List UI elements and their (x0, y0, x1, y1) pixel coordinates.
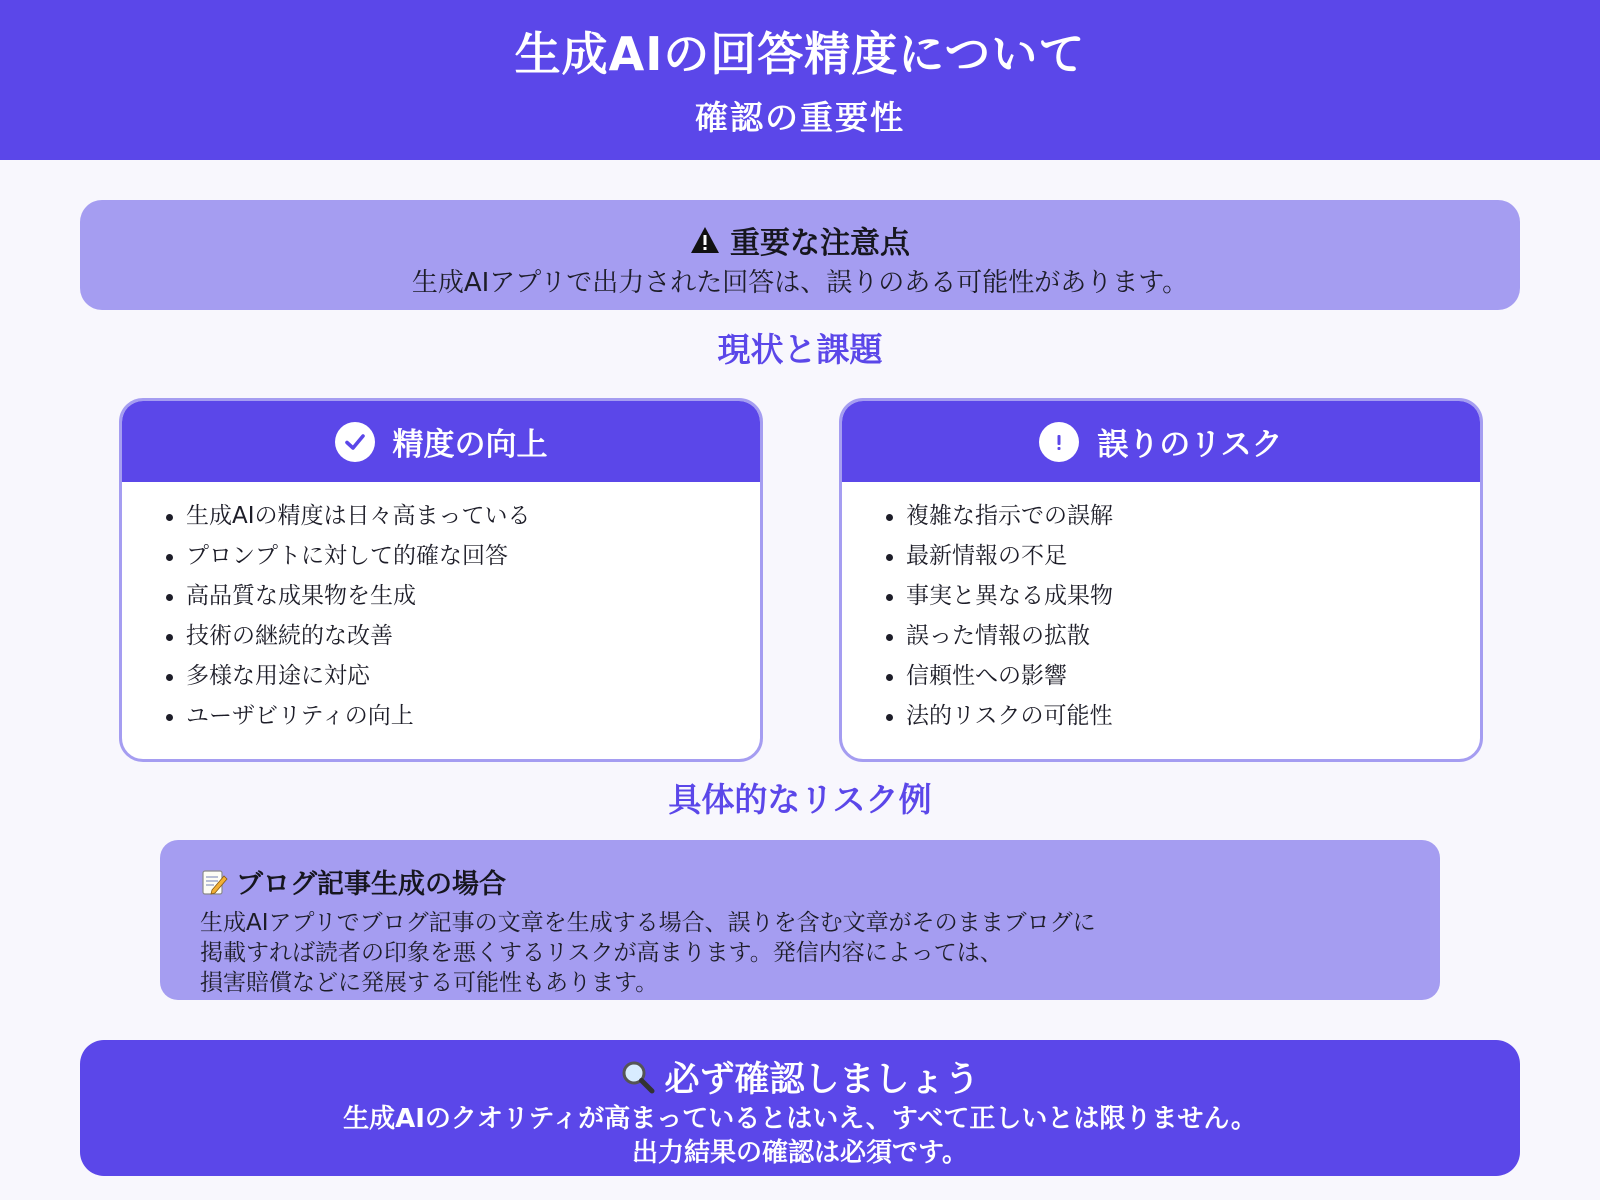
warning-icon (690, 226, 720, 254)
confirm-line: 生成AIのクオリティが高まっているとはいえ、すべて正しいとは限りません。 (343, 1104, 1257, 1134)
exclamation-circle-icon (1039, 422, 1079, 462)
page-title: 生成AIの回答精度について (514, 27, 1086, 81)
page-header (0, 0, 1600, 160)
list-item: プロンプトに対して的確な回答 (166, 536, 760, 576)
card-title: 精度の向上 (392, 427, 548, 463)
memo-icon (200, 868, 228, 896)
example-heading: ブログ記事生成の場合 (236, 869, 506, 900)
notice-text: 生成AIアプリで出力された回答は、誤りのある可能性があります。 (411, 268, 1189, 298)
magnifier-icon (620, 1059, 656, 1095)
list-item: 生成AIの精度は日々高まっている (166, 496, 760, 536)
confirm-banner (80, 1040, 1520, 1176)
confirm-text (80, 1102, 1520, 1170)
card-accuracy (119, 398, 763, 762)
section-title-current: 現状と課題 (717, 330, 883, 369)
list-item: 高品質な成果物を生成 (166, 576, 760, 616)
confirm-line: 出力結果の確認は必須です。 (632, 1138, 968, 1168)
section-title-examples: 具体的なリスク例 (668, 780, 932, 819)
example-line: 損害賠償などに発展する可能性もあります。 (200, 970, 659, 996)
list-item: 信頼性への影響 (886, 656, 1480, 696)
page-subtitle: 確認の重要性 (695, 98, 905, 137)
list-item: 法的リスクの可能性 (886, 696, 1480, 736)
list-item: 事実と異なる成果物 (886, 576, 1480, 616)
example-line: 生成AIアプリでブログ記事の文章を生成する場合、誤りを含む文章がそのままブログに (200, 910, 1096, 936)
check-circle-icon (335, 422, 375, 462)
card-list (842, 482, 1480, 736)
list-item: 複雑な指示での誤解 (886, 496, 1480, 536)
list-item: 多様な用途に対応 (166, 656, 760, 696)
card-header (842, 401, 1480, 482)
notice-heading-row (80, 218, 1520, 262)
list-item: ユーザビリティの向上 (166, 696, 760, 736)
card-list (122, 482, 760, 736)
list-item: 最新情報の不足 (886, 536, 1480, 576)
notice-heading: 重要な注意点 (730, 226, 910, 261)
card-risk (839, 398, 1483, 762)
list-item: 技術の継続的な改善 (166, 616, 760, 656)
example-heading-row (200, 862, 506, 901)
important-notice (80, 200, 1520, 310)
confirm-heading-row (80, 1052, 1520, 1102)
card-header (122, 401, 760, 482)
example-line: 掲載すれば読者の印象を悪くするリスクが高まります。発信内容によっては、 (200, 940, 1003, 966)
card-title: 誤りのリスク (1097, 427, 1283, 463)
confirm-heading: 必ず確認しましょう (664, 1060, 980, 1100)
list-item: 誤った情報の拡散 (886, 616, 1480, 656)
example-box (160, 840, 1440, 1000)
example-text (200, 908, 1096, 998)
